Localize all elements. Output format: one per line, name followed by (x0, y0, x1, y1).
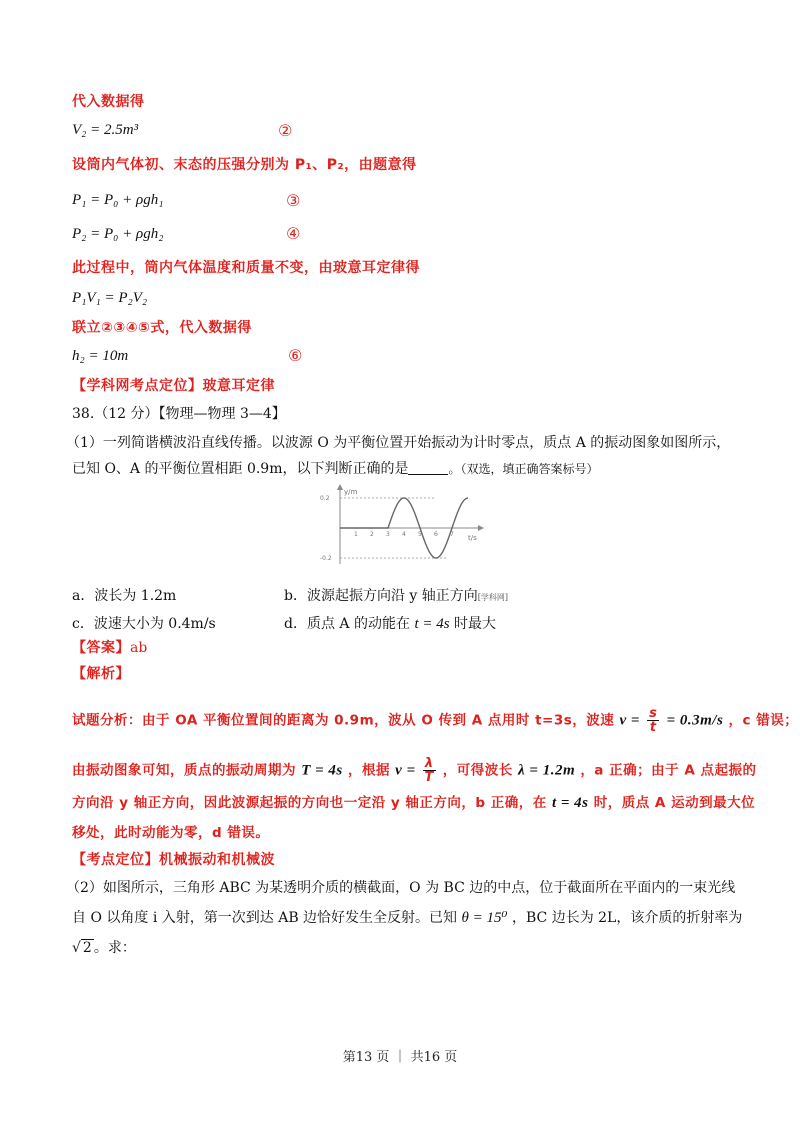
question-38-part1-instruction: 。（双选，填正确答案标号） (448, 462, 599, 476)
equation-h2: h₂ = 10m (72, 348, 129, 364)
equation-v2: V₂ = 2.5m³ (72, 122, 139, 138)
x-tick-label: 7 (450, 531, 454, 538)
answer-line (72, 638, 147, 658)
equation-number-4: ④ (286, 224, 301, 243)
analysis-line-3 (72, 793, 755, 813)
part2-line-2 (72, 908, 742, 928)
part2-theta: θ = 15⁰ (461, 910, 508, 926)
question-38-part1-text: 已知 O、A 的平衡位置相距 0.9m，以下判断正确的是 (72, 461, 409, 477)
fraction-denominator: t (649, 720, 657, 735)
fraction-numerator: s (649, 706, 658, 721)
analysis-2-text: 由振动图象可知，质点的振动周期为 (72, 762, 296, 779)
analysis-1-v: v = (619, 712, 640, 729)
equation-number-6: ⑥ (288, 346, 303, 365)
analysis-2-wavelength: λ = 1.2m (517, 762, 576, 779)
text-combine-equations: 联立②③④⑤式，代入数据得 (72, 320, 252, 336)
option-c: c．波速大小为 0.4m/s (72, 616, 216, 632)
question-38-part1-line1: （1）一列简谐横波沿直线传播。以波源 O 为平衡位置开始振动为计时零点，质点 A 的振动图象如图所示， (66, 435, 731, 451)
analysis-label: 【解析】 (72, 666, 130, 682)
x-tick-label: 4 (402, 531, 406, 538)
option-d-suffix: 时最大 (454, 616, 497, 632)
analysis-2-v: v = (395, 762, 416, 779)
fraction-numerator: λ (424, 756, 434, 771)
analysis-2-mid2: ，可得波长 (442, 762, 513, 779)
option-b (284, 586, 508, 608)
equation-number-2: ② (278, 121, 293, 140)
option-d (284, 614, 496, 634)
question-38-header: 38.（12 分）【物理—物理 3—4】 (72, 406, 286, 422)
x-axis-label: t/s (468, 534, 477, 542)
option-d-equation: t = 4s (414, 616, 450, 632)
part2-line-3 (72, 938, 136, 958)
answer-label: 【答案】 (72, 640, 130, 656)
part2-line-1: （2）如图所示，三角形 ABC 为某透明介质的横截面，O 为 BC 边的中点，位于截面所在平面内的一束光线 (66, 880, 736, 896)
option-b-text: b．波源起振方向沿 y 轴正方向 (284, 588, 478, 604)
analysis-2-period: T = 4s (301, 762, 343, 779)
analysis-1-fraction (647, 707, 659, 734)
equation-p2: P₂ = P₀ + ρgh₂ (72, 226, 164, 242)
graph-axes (337, 484, 484, 564)
option-a: a．波长为 1.2m (72, 588, 177, 604)
analysis-topic: 【考点定位】机械振动和机械波 (72, 852, 275, 868)
fraction-denominator: T (424, 770, 434, 785)
answer-blank (408, 460, 448, 475)
option-d-text: d．质点 A 的动能在 (284, 616, 410, 632)
analysis-2-suffix: ，a 正确；由于 A 点起振的 (580, 762, 757, 779)
analysis-line-4: 移处，此时动能为零，d 错误。 (72, 825, 270, 841)
text-pressure-definition: 设筒内气体初、末态的压强分别为 P₁、P₂，由题意得 (72, 157, 417, 173)
equation-p1v1-p2v2: P₁V₁ = P₂V₂ (72, 290, 148, 306)
x-tick-label: 6 (434, 531, 438, 538)
analysis-3-text: 方向沿 y 轴正方向，因此波源起振的方向也一定沿 y 轴正方向，b 正确，在 (72, 795, 547, 811)
analysis-1-suffix: ，c 错误； (728, 712, 799, 729)
analysis-3-suffix: 时，质点 A 运动到最大位 (593, 795, 756, 811)
x-tick-label: 3 (386, 531, 390, 538)
analysis-2-fraction (423, 757, 436, 784)
analysis-1-result: = 0.3m/s (666, 712, 724, 729)
text-substitute-data: 代入数据得 (72, 94, 145, 110)
part2-line-2-text: 自 O 以角度 i 入射，第一次到达 AB 边恰好发生全反射。已知 (72, 910, 458, 926)
analysis-3-time: t = 4s (551, 795, 589, 811)
equation-p1: P₁ = P₀ + ρgh₁ (72, 192, 164, 208)
analysis-1-text: 试题分析：由于 OA 平衡位置间的距离为 0.9m，波从 O 传到 A 点用时 t=3s，波速 (72, 712, 615, 729)
vibration-graph (318, 484, 488, 568)
analysis-line-1 (72, 707, 798, 734)
part2-line-2-suffix: ，BC 边长为 2L，该介质的折射率为 (511, 910, 743, 926)
radicand: 2 (82, 940, 92, 956)
answer-value: ab (130, 640, 148, 656)
analysis-line-2 (72, 757, 756, 784)
option-b-watermark-mark: [学科网] (477, 593, 509, 602)
x-tick-label: 5 (418, 531, 422, 538)
y-tick-label: -0.2 (320, 555, 332, 562)
analysis-2-mid: ，根据 (347, 762, 390, 779)
y-axis-label: y/m (344, 488, 358, 496)
part2-line-3-suffix: 。求： (93, 940, 136, 956)
y-tick-label: 0.2 (320, 495, 330, 502)
equation-number-3: ③ (286, 191, 301, 210)
text-boyle-law: 此过程中，筒内气体温度和质量不变，由玻意耳定律得 (72, 260, 420, 276)
page-footer: 第13 页 ｜ 共16 页 (342, 1050, 458, 1065)
x-tick-label: 2 (370, 531, 374, 538)
refractive-index-sqrt: √ 2 (72, 940, 92, 956)
text-topic-boyle: 【学科网考点定位】玻意耳定律 (72, 378, 275, 394)
question-38-part1-line2 (72, 459, 599, 479)
x-tick-label: 1 (354, 531, 358, 538)
